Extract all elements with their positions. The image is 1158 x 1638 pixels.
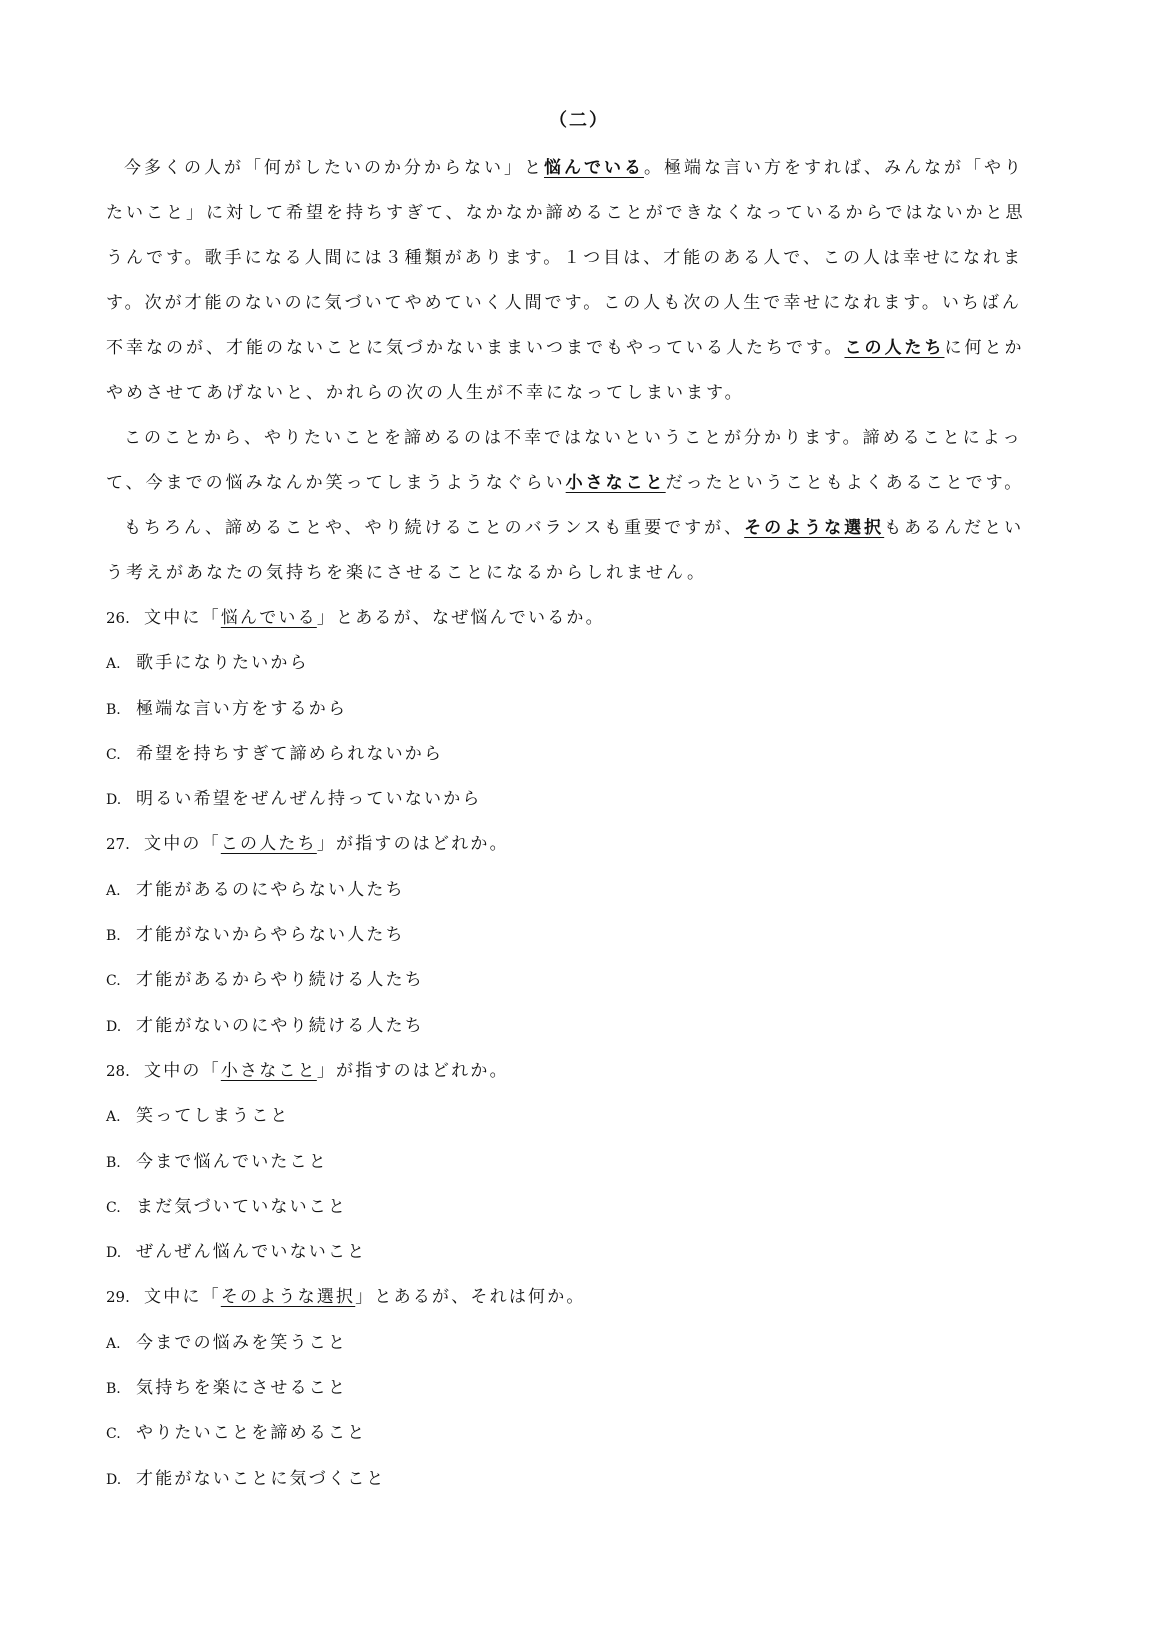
answer-option — [106, 958, 1056, 1003]
passage-text: 今多くの人が「何がしたいのか分からない」と — [124, 158, 544, 178]
answer-option — [106, 1411, 1056, 1456]
option-text: 今までの悩みを笑うこと — [136, 1332, 348, 1353]
answer-option — [106, 732, 1056, 777]
passage-text: もちろん、諦めることや、やり続けることのバランスも重要ですが、 — [124, 518, 745, 538]
passage-text: に何とか — [944, 338, 1025, 358]
option-text: やりたいことを諦めること — [136, 1423, 367, 1444]
passage-text: 。極端な言い方をすれば、みんなが「やり — [644, 158, 1024, 178]
passage-line: たいこと」に対して希望を持ちすぎて、なかなか諦めることができなくなっているからではないかと思 — [106, 203, 1026, 223]
option-text: 笑ってしまうこと — [136, 1106, 290, 1127]
answer-option — [106, 1457, 1056, 1502]
answer-option — [106, 1185, 1056, 1230]
underlined-phrase-sonoyounasentaku: そのような選択 — [744, 518, 885, 538]
question-text: 」が指すのはどれか。 — [316, 1060, 509, 1081]
option-text: 才能があるのにやらない人たち — [136, 879, 405, 900]
option-text: 気持ちを楽にさせること — [136, 1378, 348, 1399]
option-letter: C. — [106, 1199, 121, 1216]
option-letter: D. — [106, 1471, 122, 1488]
passage-line — [106, 461, 1056, 506]
option-letter: A. — [106, 882, 121, 899]
question-underlined: この人たち — [220, 834, 317, 855]
question-number: 28. — [106, 1061, 130, 1080]
question-text: 文中の「 — [144, 1060, 221, 1081]
answer-option — [106, 1366, 1056, 1411]
option-letter: A. — [106, 656, 121, 673]
question-stem — [106, 1275, 1056, 1320]
answer-option — [106, 641, 1056, 686]
option-text: 希望を持ちすぎて諦められないから — [136, 743, 444, 764]
question-text: 文中の「 — [144, 834, 221, 855]
option-text: まだ気づいていないこと — [136, 1196, 348, 1217]
option-letter: B. — [106, 701, 121, 718]
option-text: 極端な言い方をするから — [136, 698, 348, 719]
passage-line: うんです。歌手になる人間には３種類があります。１つ目は、才能のある人で、この人は幸せになれま — [106, 248, 1023, 268]
option-text: 才能がないことに気づくこと — [136, 1468, 386, 1489]
answer-option — [106, 868, 1056, 913]
option-text: ぜんぜん悩んでいないこと — [136, 1242, 367, 1263]
section-title: （二） — [549, 110, 609, 131]
answer-option — [106, 1004, 1056, 1049]
option-letter: C. — [106, 746, 121, 763]
option-letter: B. — [106, 928, 121, 945]
answer-option — [106, 777, 1056, 822]
option-letter: A. — [106, 1109, 121, 1126]
question-number: 29. — [106, 1288, 130, 1307]
question-underlined: 小さなこと — [220, 1060, 317, 1081]
answer-option — [106, 913, 1056, 958]
underlined-phrase-chiisanakoto: 小さなこと — [565, 473, 666, 493]
answer-option — [106, 1321, 1056, 1366]
option-letter: A. — [106, 1335, 121, 1352]
option-letter: C. — [106, 1426, 121, 1443]
reading-passage — [106, 146, 1056, 596]
option-text: 才能があるからやり続ける人たち — [136, 970, 424, 991]
passage-line — [106, 326, 1056, 371]
passage-line: やめさせてあげないと、かれらの次の人生が不幸になってしまいます。 — [106, 383, 745, 403]
option-letter: B. — [106, 1381, 121, 1398]
question-text: 」とあるが、それは何か。 — [355, 1287, 586, 1308]
question-list — [106, 596, 1056, 1502]
question-stem — [106, 1049, 1056, 1094]
question-text: 文中に「 — [144, 608, 221, 628]
question-number: 26. — [106, 609, 130, 627]
answer-option — [106, 1140, 1056, 1185]
passage-text: て、今までの悩みなんか笑ってしまうようなぐらい — [106, 473, 566, 493]
passage-text: だったということもよくあることです。 — [665, 473, 1025, 493]
option-letter: C. — [106, 973, 121, 990]
question-underlined: 悩んでいる — [220, 608, 317, 628]
question-text: 文中に「 — [144, 1287, 221, 1308]
option-text: 今まで悩んでいたこと — [136, 1151, 328, 1172]
passage-line: う考えがあなたの気持ちを楽にさせることになるからしれません。 — [106, 563, 708, 583]
underlined-phrase-konohitotachi: この人たち — [844, 338, 945, 358]
passage-line: す。次が才能のないのに気づいてやめていく人間です。この人も次の人生で幸せになれます。いちばん — [106, 293, 1022, 313]
answer-option — [106, 1094, 1056, 1139]
underlined-phrase-nayandeiru: 悩んでいる — [544, 158, 644, 178]
option-letter: B. — [106, 1154, 121, 1171]
question-text: 」とあるが、なぜ悩んでいるか。 — [316, 608, 605, 628]
option-text: 才能がないのにやり続ける人たち — [136, 1015, 424, 1036]
passage-line — [106, 146, 1056, 191]
question-number: 27. — [106, 835, 130, 854]
passage-line — [106, 506, 1056, 551]
question-stem — [106, 596, 1056, 641]
passage-text: もあるんだとい — [884, 518, 1025, 538]
option-text: 歌手になりたいから — [136, 653, 309, 674]
question-text: 」が指すのはどれか。 — [316, 834, 509, 855]
question-stem — [106, 822, 1056, 867]
option-text: 明るい希望をぜんぜん持っていないから — [136, 789, 482, 810]
answer-option — [106, 687, 1056, 732]
question-underlined: そのような選択 — [220, 1287, 356, 1308]
answer-option — [106, 1230, 1056, 1275]
option-letter: D. — [106, 1245, 122, 1262]
passage-text: 不幸なのが、才能のないことに気づかないままいつまでもやっている人たちです。 — [106, 338, 845, 358]
passage-line: このことから、やりたいことを諦めるのは不幸ではないということが分かります。諦めることによっ — [124, 428, 1023, 448]
option-letter: D. — [106, 1018, 122, 1035]
option-text: 才能がないからやらない人たち — [136, 925, 405, 946]
option-letter: D. — [106, 792, 122, 809]
